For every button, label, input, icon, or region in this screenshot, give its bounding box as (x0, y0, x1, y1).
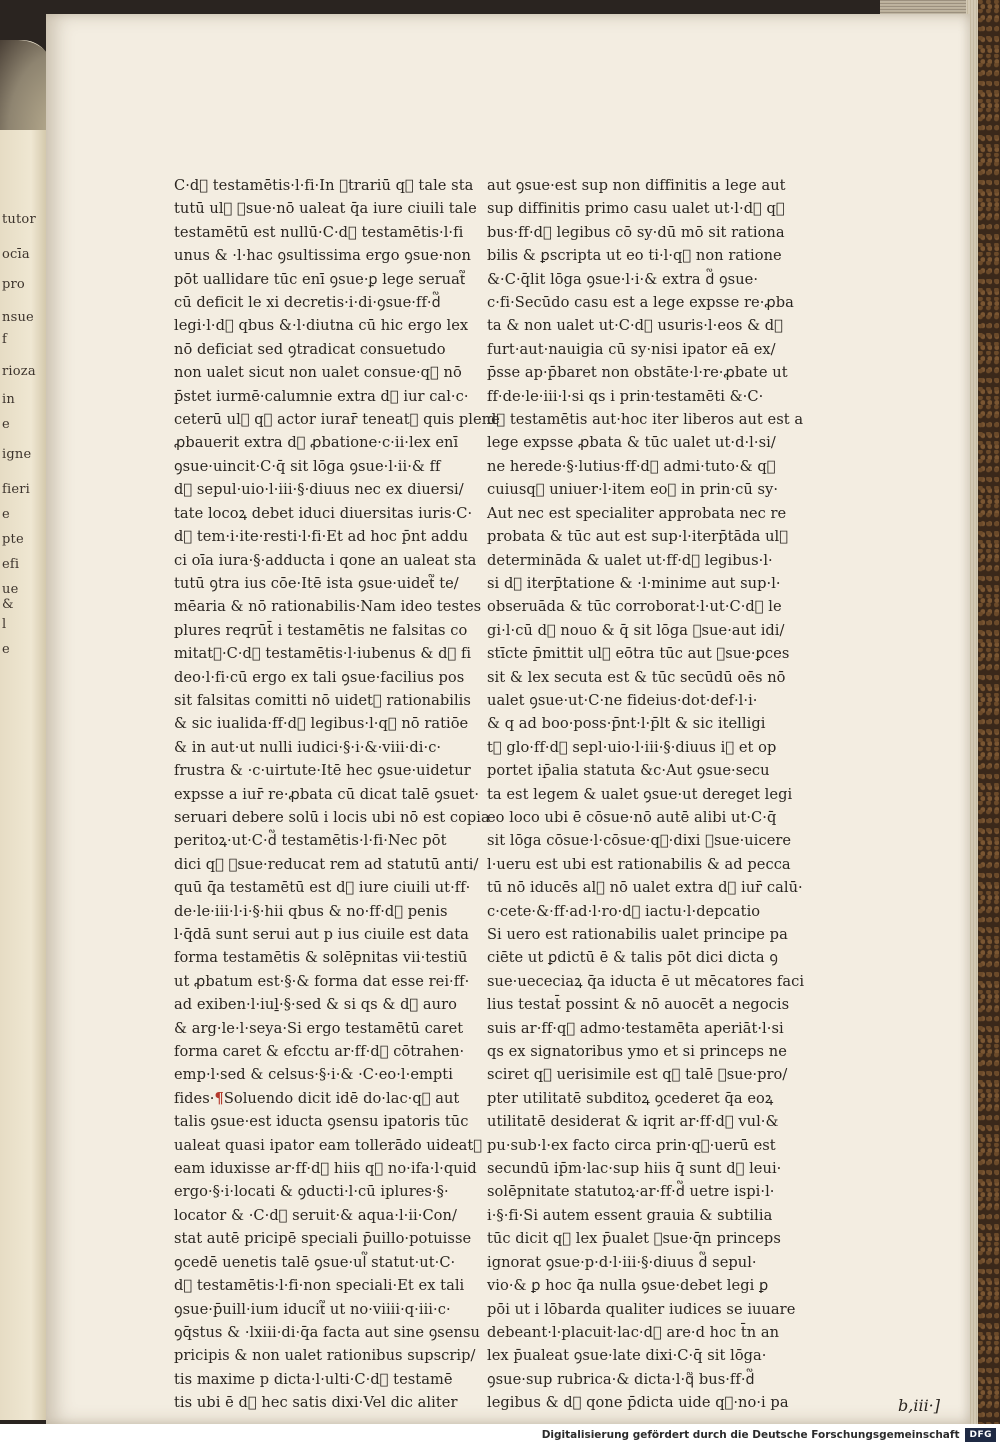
left-column-line: l·q̄dā sunt serui aut p ius ciuile est data (174, 926, 469, 943)
right-column-line: obseruāda & tūc corroborat·l·ut·C·d᷑ le (487, 598, 782, 616)
right-column-line: Si uero est rationabilis ualet principe pa (487, 926, 788, 943)
right-column-line: sciret q᷑ uerisimile est q᷑ talē ꝯsue·pro/ (487, 1066, 788, 1084)
right-column-line: c·cete·&·ff·ad·l·ro·d᷑ iactu·l·depcatio (487, 902, 761, 920)
right-column-line: pōi ut i lōbarda qualiter iudices se iuuare (487, 1300, 796, 1318)
left-column-line (174, 1087, 460, 1110)
right-column-line: ualet ꝯsue·ut·C·ne fideius·dot·def·l·i· (487, 691, 758, 709)
left-column-line: & sic iualida·ff·d᷑ legibus·l·q᷑ nō ratiōe (174, 715, 469, 733)
left-column-line: tutū ul᷑ ꝯsue·nō ualeat q̄a iure ciuili tale (174, 200, 477, 218)
left-column-line: C·d᷑ testamētis·l·fi·In ꝯtrariū q᷑ tale sta (174, 177, 474, 194)
right-column-line: stīcte p̄mittit ul᷑ eōtra tūc aut ꝯsue·ꝑces (487, 645, 790, 663)
facing-page-fragment: efi (2, 557, 20, 572)
left-column-line: ꝯsue·uincit·C·q̄ sit lōga ꝯsue·l·ii·& ff (174, 457, 441, 475)
facing-page-fragment: f (2, 332, 8, 347)
right-column-line: l·ueru est ubi est rationabilis & ad pecca (487, 855, 791, 873)
footer-bar (0, 1424, 1000, 1446)
facing-page-fragment: nsue (2, 310, 34, 325)
right-column-line: tū nō iducēs al᷑ nō ualet extra d᷑ iur̄ calū· (487, 879, 803, 897)
left-column-line: ꝯq̄stus & ·lxiii·di·q̄a facta aut sine ꝯsensu (174, 1323, 480, 1341)
left-column-line: tate locoꝝ debet iduci diuersitas iuris·C· (174, 504, 473, 522)
right-column-line: Aut nec est specialiter approbata nec re (487, 504, 787, 522)
right-column-line: p̄sse ap·p̄baret non obstāte·l·re·ꝓbate ut (487, 364, 788, 382)
text-column-right (487, 174, 805, 1415)
right-column-line: t᷑ glo·ff·d᷑ sepl·uio·l·iii·§·diuus i᷑ et op (487, 738, 777, 756)
right-column-line: aut ꝯsue·est sup non diffinitis a lege aut (487, 177, 786, 194)
right-column-line: si d᷑ iterp̄tatione & ·l·minime aut sup·l· (487, 574, 781, 592)
left-column-line: unus & ·l·hac ꝯsultissima ergo ꝯsue·non (174, 247, 471, 265)
left-column-line: ꝯcedē uenetis talē ꝯsue·ul᷑ statut·ut·C· (174, 1253, 456, 1271)
right-column-line: ff·de·le·iii·l·si qs i prin·testamēti &·C· (487, 387, 764, 405)
facing-page-fragment: & (2, 597, 14, 612)
left-column-line: forma caret & efcctu ar·ff·d᷑ cōtrahen· (174, 1043, 465, 1061)
facing-page-fragment: in (2, 392, 15, 407)
left-column-line: d᷑ tem·i·ite·resti·l·fi·Et ad hoc p̄nt addu (174, 528, 469, 546)
right-column-line: sup diffinitis primo casu ualet ut·l·d᷑ q᷑ (487, 200, 785, 218)
right-column-line: sit lōga cōsue·l·cōsue·q᷑·dixi ꝯsue·uicere (487, 832, 792, 850)
left-column-line: & in aut·ut nulli iudici·§·i·&·viii·di·c· (174, 738, 442, 756)
right-column-line: & q ad boo·poss·p̄nt·l·p̄lt & sic itelligi (487, 715, 766, 733)
facing-page-fragment: ue (2, 582, 19, 597)
right-column-line: determināda & ualet ut·ff·d᷑ legibus·l· (487, 551, 773, 569)
left-column-line: tis maxime p dicta·l·ulti·C·d᷑ testamē (174, 1370, 453, 1388)
left-column-line: testamētū est nullū·C·d᷑ testamētis·l·fi (174, 223, 464, 241)
left-column-line: mēaria & nō rationabilis·Nam ideo testes (174, 598, 482, 616)
right-column-line: debeant·l·placuit·lac·d᷑ are·d hoc t̄n an (487, 1323, 780, 1341)
right-column-line: probata & tūc aut est sup·l·iterp̄tāda ul᷑ (487, 528, 789, 546)
left-column-line: ceterū ul᷑ q᷑ actor iurar̄ teneat᷑ quis plene (174, 411, 500, 429)
left-column-line: ꝯsue·p̄uill·ium iducit᷑ ut no·viiii·q·iii·c· (174, 1300, 451, 1318)
facing-page-edge (0, 40, 52, 1420)
left-column-line: frustra & ·c·uirtute·Itē hec ꝯsue·uidetur (174, 762, 471, 780)
right-column-line: tūc dicit q᷑ lex p̄ualet ꝯsue·q̄n princeps (487, 1230, 781, 1248)
right-column-line: sit & lex secuta est & tūc secūdū oēs nō (487, 668, 786, 686)
left-column-line: tis ubi ē d᷑ hec satis dixi·Vel dic aliter (174, 1394, 458, 1412)
left-column-line: seruari debere solū i locis ubi nō est copia (174, 808, 490, 826)
facing-page-fragment: e (2, 507, 10, 522)
right-column-line: solēpnitate statutoꝝ·ar·ff·d᷑ uetre ispi·l· (487, 1183, 775, 1201)
right-column-line: ta & non ualet ut·C·d᷑ usuris·l·eos & d᷑ (487, 317, 783, 335)
left-column-line: expsse a iur̄ re·ꝓbata cū dicat talē ꝯsuet· (174, 785, 480, 803)
right-column-line: ciēte ut ꝑdictū ē & talis pōt dici dicta ꝯ (487, 949, 778, 967)
right-column-line: eo loco ubi ē cōsue·nō autē alibi ut·C·q̄ (487, 808, 777, 826)
right-column-line: ta est legem & ualet ꝯsue·ut dereget legi (487, 785, 793, 803)
footer-credit: Digitalisierung gefördert durch die Deutsche Forschungsgemeinschaft (541, 1429, 960, 1441)
facing-page-fragment: rioza (2, 364, 36, 379)
right-column-line: sue·uececiaꝝ q̄a iducta ē ut mēcatores faci (487, 972, 805, 990)
text-column-left (174, 174, 500, 1415)
facing-page-fragment: pro (2, 277, 25, 292)
right-column-line: utilitatē desiderat & iqrit ar·ff·d᷑ vul·& (487, 1113, 779, 1131)
left-column-line: ualeat quasi ipator eam tollerādo uideat᷑ (174, 1136, 483, 1154)
facing-page-fragment: pte (2, 532, 24, 547)
page-curl (0, 40, 52, 130)
left-column-line: dici q᷑ ꝯsue·reducat rem ad statutū anti/ (174, 855, 479, 873)
right-column-line: portet ip̄alia statuta &c·Aut ꝯsue·secu (487, 762, 770, 780)
right-column-line: furt·aut·nauigia cū sy·nisi ipator eā ex/ (487, 340, 776, 358)
left-column-line: de·le·iii·l·i·§·hii qbus & no·ff·d᷑ penis (174, 902, 448, 920)
left-column-line: emp·l·sed & celsus·§·i·& ·C·eo·l·empti (174, 1066, 453, 1084)
left-column-line: ad exiben·l·iuḻ·§·sed & si qs & d᷑ auro (174, 996, 457, 1014)
left-column-line: ci oīa iura·§·adducta i qone an ualeat sta (174, 551, 477, 569)
right-column-line: qs ex signatoribus ymo et si princeps ne (487, 1043, 787, 1061)
right-column-line: ne herede·§·lutius·ff·d᷑ admi·tuto·& q᷑ (487, 457, 776, 475)
left-column-line: pricipis & non ualet rationibus supscrip/ (174, 1347, 476, 1365)
facing-page-fragment: l (2, 617, 7, 632)
right-column-line: i·§·fi·Si autem essent grauia & subtilia (487, 1206, 773, 1224)
right-column-line: d᷑ testamētis aut·hoc iter liberos aut est a (487, 411, 804, 429)
right-column-line: lex p̄ualeat ꝯsue·late dixi·C·q̄ sit lōga· (487, 1347, 767, 1365)
right-column-line: lege expsse ꝓbata & tūc ualet ut·d·l·si/ (487, 434, 776, 452)
facing-page-fragment: e (2, 417, 10, 432)
left-column-line: d᷑ sepul·uio·l·iii·§·diuus nec ex diuersi/ (174, 481, 464, 499)
left-column-line: plures reqrūt̄ i testamētis ne falsitas co (174, 621, 468, 639)
right-column-line: pter utilitatē subditoꝝ ꝯcederet q̄a eoꝝ (487, 1089, 774, 1107)
right-column-line: legibus & d᷑ qone p̄dicta uide q᷑·no·i pa (487, 1394, 789, 1412)
left-column-line: legi·l·d᷑ qbus &·l·diutna cū hic ergo lex (174, 317, 469, 335)
right-column-line: pu·sub·l·ex facto circa prin·q᷑·uerū est (487, 1136, 776, 1154)
left-column-line: nō deficiat sed ꝯtradicat consuetudo (174, 340, 446, 358)
right-column-line: secundū ip̄m·lac·sup hiis q̄ sunt d᷑ leui· (487, 1160, 782, 1178)
left-column-line: ꝓbauerit extra d᷑ ꝓbatione·c·ii·lex enī (174, 434, 459, 452)
left-column-line: cū deficit le xi decretis·i·di·ꝯsue·ff·d᷑ (174, 294, 441, 312)
left-column-line: stat autē pricipē speciali p̄uillo·potuisse (174, 1230, 472, 1248)
left-column-line: p̄stet iurmē·calumnie extra d᷑ iur cal·c· (174, 387, 469, 405)
signature-mark: b,iii·] (898, 1396, 941, 1415)
facing-page-fragment: e (2, 642, 10, 657)
left-column-line: forma testamētis & solēpnitas vii·testiū (174, 949, 468, 967)
facing-page-fragment: fieri (2, 482, 31, 497)
left-column-line: ergo·§·i·locati & ꝯducti·l·cū iplures·§· (174, 1183, 449, 1201)
left-column-line: mitat᷑·C·d᷑ testamētis·l·iubenus & d᷑ fi (174, 645, 472, 663)
left-column-line: non ualet sicut non ualet consue·q᷑ nō (174, 364, 462, 382)
left-column-line: eam iduxisse ar·ff·d᷑ hiis q᷑ no·ifa·l·quid (174, 1160, 477, 1178)
facing-page-fragment: tutor (2, 212, 36, 227)
left-column-line: sit falsitas comitti nō uidet᷑ rationabilis (174, 691, 471, 709)
right-column-line: c·fi·Secūdo casu est a lege expsse re·ꝓba (487, 294, 794, 312)
right-column-line: ꝯsue·sup rubrica·& dicta·l·q᷑ bus·ff·d᷑ (487, 1370, 755, 1388)
left-column-line: d᷑ testamētis·l·fi·non speciali·Et ex tali (174, 1277, 465, 1295)
left-column-line: pōt uallidare tūc enī ꝯsue·ꝑ lege seruat᷑ (174, 270, 466, 288)
left-column-line: quū q̄a testamētū est d᷑ iure ciuili ut·ff· (174, 879, 471, 897)
line-text: fides· (174, 1089, 215, 1107)
right-column-line: vio·& ꝑ hoc q̄a nulla ꝯsue·debet legi ꝑ (487, 1277, 769, 1295)
right-column-line: bilis & ꝑscripta ut eo ti·l·q᷑ non ratione (487, 247, 782, 265)
right-column-line: suis ar·ff·q᷑ admo·testamēta aperiāt·l·si (487, 1019, 784, 1037)
left-column-line: tutū ꝯtra ius cōe·Itē ista ꝯsue·uidet᷑ te/ (174, 574, 459, 592)
right-column-line: ignorat ꝯsue·p·d·l·iii·§·diuus d᷑ sepul· (487, 1253, 757, 1271)
right-column-line: gi·l·cū d᷑ nouo & q̄ sit lōga ꝯsue·aut idi/ (487, 621, 785, 639)
left-column-line: ut ꝓbatum est·§·& forma dat esse rei·ff· (174, 972, 470, 990)
right-column-line: bus·ff·d᷑ legibus cō sy·dū mō sit rationa (487, 223, 785, 241)
left-column-line: & arg·le·l·seya·Si ergo testamētū caret (174, 1019, 464, 1037)
left-column-line: deo·l·fi·cū ergo ex tali ꝯsue·facilius pos (174, 668, 465, 686)
rubric-line-text: Soluendo dicit idē do·lac·q᷑ aut (223, 1089, 460, 1107)
facing-page-fragment: igne (2, 447, 32, 462)
right-column-line: lius testat̄ possint & nō auocēt a negocis (487, 996, 790, 1014)
left-column-line: peritoꝝ·ut·C·d᷑ testamētis·l·fi·Nec pōt (174, 832, 447, 850)
binding-board (978, 0, 1000, 1446)
facing-page-fragment: ocīa (2, 247, 30, 262)
right-column-line: &·C·q̄lit lōga ꝯsue·l·i·& extra d᷑ ꝯsue· (487, 270, 759, 288)
rubric-paragraph-mark: ¶ (214, 1089, 224, 1107)
left-column-line: talis ꝯsue·est iducta ꝯsensu ipatoris tūc (174, 1113, 469, 1131)
dfg-logo: DFG (965, 1428, 996, 1442)
right-column-line: cuiusq᷑ uniuer·l·item eoꝝ in prin·cū sy· (487, 481, 779, 499)
left-column-line: locator & ·C·d᷑ seruit·& aqua·l·ii·Con/ (174, 1206, 457, 1224)
